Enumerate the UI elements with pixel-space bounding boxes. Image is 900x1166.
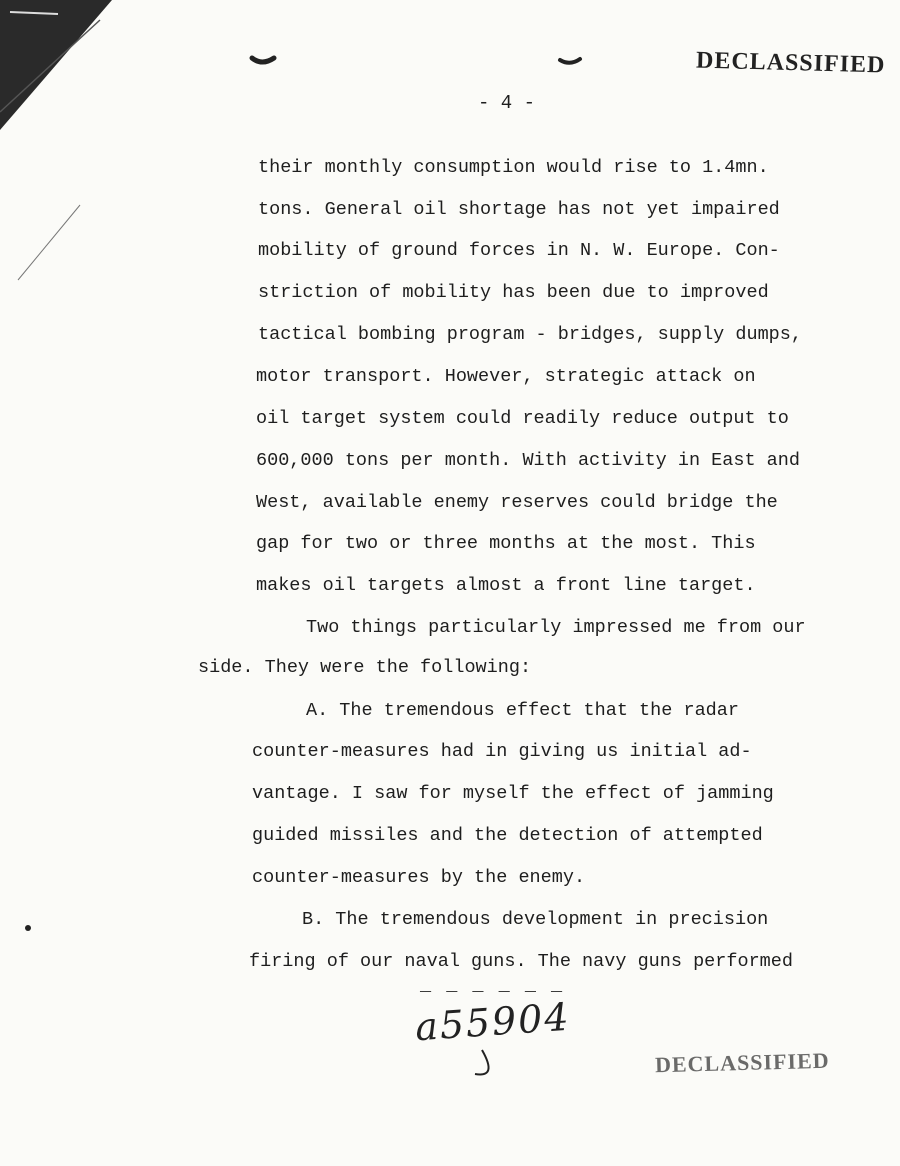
text-line: West, available enemy reserves could bridge the (256, 492, 778, 513)
corner-shadow (0, 0, 112, 130)
punch-hole-left (252, 58, 274, 62)
scratch-line (18, 205, 80, 280)
continuation-dashes: _ _ _ _ _ _ (420, 975, 565, 996)
page-number: - 4 - (478, 92, 536, 114)
corner-mark (10, 12, 58, 14)
text-line: side. They were the following: (198, 657, 532, 678)
text-line: counter-measures had in giving us initial ad- (252, 741, 752, 762)
punch-hole-right (560, 59, 580, 63)
text-line: tactical bombing program - bridges, supply dumps, (258, 324, 802, 345)
text-line: guided missiles and the detection of attempted (252, 825, 763, 846)
ink-dot (25, 925, 31, 931)
text-line: motor transport. However, strategic attack on (256, 366, 756, 387)
text-line: gap for two or three months at the most. This (256, 533, 756, 554)
handwritten-document-number: a55904 (413, 994, 572, 1050)
text-line: B. The tremendous development in precision (302, 909, 769, 930)
text-line: counter-measures by the enemy. (252, 867, 586, 888)
text-line: A. The tremendous effect that the radar (306, 700, 739, 721)
declassified-stamp-bottom: DECLASSIFIED (654, 1047, 830, 1078)
text-line: tons. General oil shortage has not yet impaired (258, 199, 780, 220)
text-line: mobility of ground forces in N. W. Europe. Con- (258, 240, 780, 261)
text-line: vantage. I saw for myself the effect of jamming (252, 783, 774, 804)
handwriting-stroke (475, 1050, 489, 1075)
text-line: their monthly consumption would rise to 1.4mn. (258, 157, 769, 178)
text-line: striction of mobility has been due to improved (258, 282, 769, 303)
text-line: 600,000 tons per month. With activity in East and (256, 450, 800, 471)
text-line: makes oil targets almost a front line target. (256, 575, 756, 596)
text-line: firing of our naval guns. The navy guns performed (249, 951, 793, 972)
declassified-stamp-top: DECLASSIFIED (695, 47, 886, 79)
text-line: oil target system could readily reduce output to (256, 408, 789, 429)
text-line: Two things particularly impressed me from our (306, 617, 806, 638)
fold-line (0, 20, 100, 112)
